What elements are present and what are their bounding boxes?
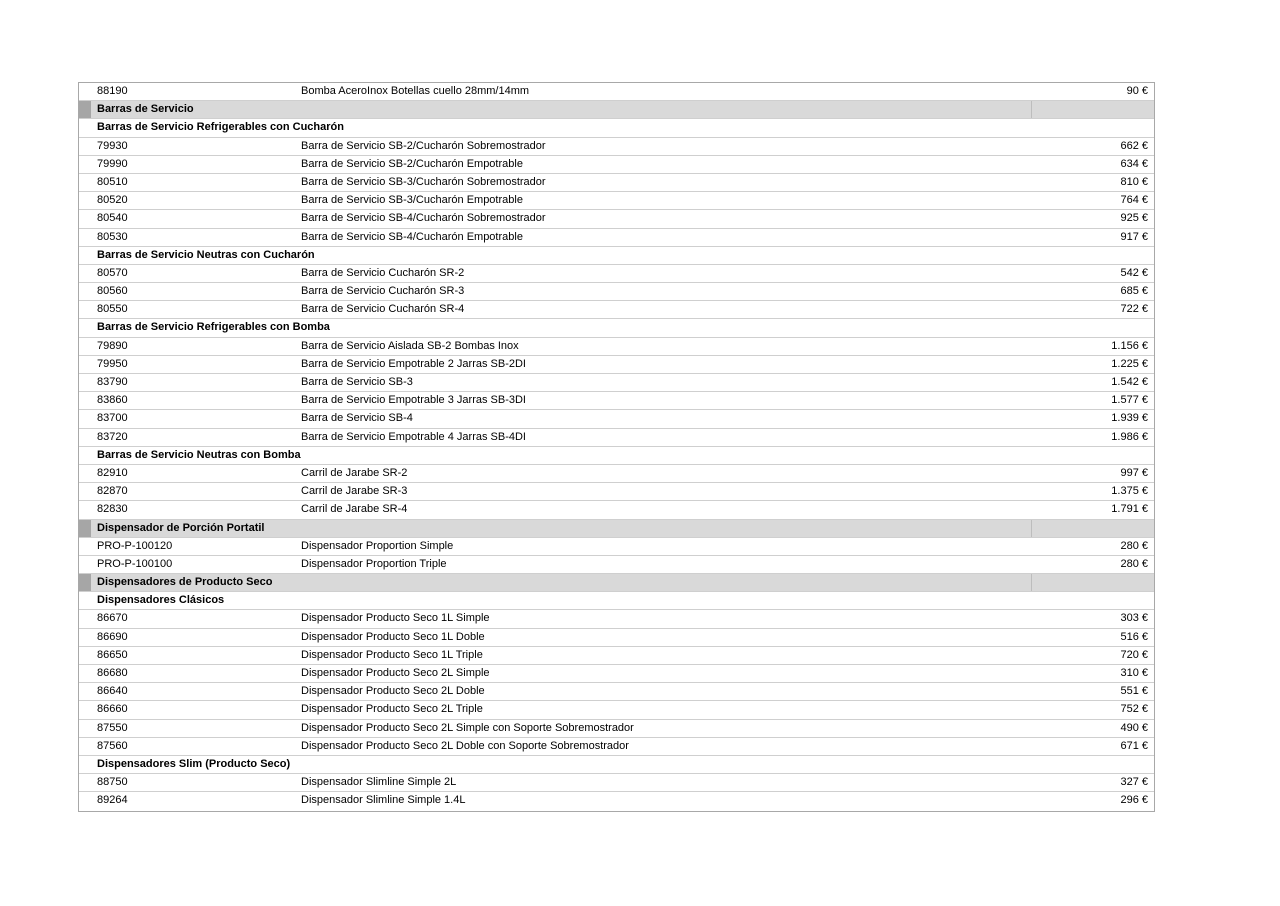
row-gutter [79,374,91,391]
product-description: Dispensador Producto Seco 2L Simple con Soporte Sobremostrador [301,721,634,734]
section-title: Dispensador de Porción Portatil [97,521,265,534]
row-gutter [79,447,91,464]
table-row [79,210,1154,228]
product-code: 83720 [97,430,128,443]
subsection-header-row [79,592,1154,610]
product-code: 82870 [97,485,128,498]
product-price: 997 € [1120,466,1148,479]
product-description: Barra de Servicio Empotrable 3 Jarras SB-3DI [301,394,526,407]
table-row [79,665,1154,683]
price-list-table [78,82,1155,812]
table-row [79,720,1154,738]
row-gutter [79,156,91,173]
table-row [79,501,1154,519]
product-description: Dispensador Proportion Triple [301,557,447,570]
row-gutter [79,174,91,191]
table-row [79,174,1154,192]
product-code: 86670 [97,612,128,625]
table-row [79,556,1154,574]
row-gutter [79,756,91,773]
product-code: 83860 [97,394,128,407]
product-code: 88190 [97,85,128,97]
product-price: 1.939 € [1111,412,1148,425]
product-description: Carril de Jarabe SR-2 [301,466,408,479]
product-code: 82910 [97,466,128,479]
row-gutter [79,210,91,227]
table-row [79,156,1154,174]
row-gutter [79,774,91,791]
product-price: 1.986 € [1111,430,1148,443]
product-description: Dispensador Producto Seco 1L Triple [301,648,483,661]
row-gutter [79,556,91,573]
product-price: 542 € [1120,266,1148,279]
table-row [79,265,1154,283]
product-code: 79950 [97,357,128,370]
section-title: Barras de Servicio [97,103,194,116]
table-row [79,738,1154,756]
product-code: 79930 [97,139,128,152]
product-price: 516 € [1120,630,1148,643]
product-code: 86650 [97,648,128,661]
product-price: 810 € [1120,175,1148,188]
product-description: Barra de Servicio SB-2/Cucharón Sobremostrador [301,139,546,152]
subsection-header-row [79,247,1154,265]
product-description: Carril de Jarabe SR-4 [301,503,408,516]
product-description: Barra de Servicio Empotrable 2 Jarras SB-2DI [301,357,526,370]
product-description: Dispensador Slimline Simple 2L [301,776,457,789]
row-gutter [79,683,91,700]
table-row [79,138,1154,156]
product-code: 86690 [97,630,128,643]
section-price-cell [1031,574,1154,591]
row-gutter [79,192,91,209]
table-row [79,356,1154,374]
table-row [79,192,1154,210]
product-price: 1.791 € [1111,503,1148,516]
table-row [79,774,1154,792]
row-gutter [79,429,91,446]
subsection-title: Barras de Servicio Neutras con Cucharón [97,248,315,261]
product-price: 685 € [1120,285,1148,298]
product-code: 89264 [97,794,128,807]
product-price: 764 € [1120,194,1148,207]
product-price: 90 € [1126,85,1148,97]
product-description: Dispensador Producto Seco 2L Simple [301,667,490,679]
product-price: 1.542 € [1111,376,1148,388]
row-gutter [79,520,91,537]
row-gutter [79,574,91,591]
product-price: 303 € [1120,612,1148,625]
table-row [79,338,1154,356]
section-header-row [79,520,1154,538]
product-code: 79990 [97,157,128,170]
row-gutter [79,592,91,609]
product-code: 80570 [97,266,128,279]
table-row [79,483,1154,501]
row-gutter [79,647,91,664]
product-price: 722 € [1120,303,1148,316]
product-code: 87560 [97,739,128,752]
product-code: 86660 [97,703,128,716]
product-description: Barra de Servicio Aislada SB-2 Bombas Inox [301,339,519,352]
row-gutter [79,319,91,336]
product-code: 80530 [97,230,128,243]
table-row [79,701,1154,719]
section-header-row [79,574,1154,592]
product-description: Barra de Servicio Cucharón SR-4 [301,303,465,316]
product-description: Dispensador Proportion Simple [301,539,454,552]
table-row [79,610,1154,628]
row-gutter [79,483,91,500]
product-code: 80510 [97,175,128,188]
product-description: Dispensador Producto Seco 1L Simple [301,612,490,625]
row-gutter [79,629,91,646]
row-gutter [79,410,91,427]
product-description: Dispensador Producto Seco 2L Doble [301,685,485,698]
row-gutter [79,138,91,155]
subsection-title: Barras de Servicio Refrigerables con Bomba [97,321,330,334]
product-price: 280 € [1120,539,1148,552]
product-description: Dispensador Producto Seco 2L Triple [301,703,483,716]
product-description: Barra de Servicio SB-3 [301,376,413,388]
row-gutter [79,356,91,373]
table-row [79,229,1154,247]
table-row [79,647,1154,665]
table-row [79,392,1154,410]
product-code: PRO-P-100100 [97,557,173,570]
row-gutter [79,265,91,282]
product-code: 83790 [97,376,128,388]
product-code: 80520 [97,194,128,207]
row-gutter [79,538,91,555]
subsection-title: Barras de Servicio Neutras con Bomba [97,448,301,461]
row-gutter [79,720,91,737]
product-code: 82830 [97,503,128,516]
row-gutter [79,283,91,300]
product-description: Barra de Servicio Empotrable 4 Jarras SB-4DI [301,430,526,443]
table-row [79,374,1154,392]
product-description: Carril de Jarabe SR-3 [301,485,408,498]
section-title: Dispensadores de Producto Seco [97,576,273,589]
subsection-header-row [79,319,1154,337]
product-price: 752 € [1120,703,1148,716]
row-gutter [79,701,91,718]
product-description: Bomba AceroInox Botellas cuello 28mm/14mm [301,85,530,97]
product-price: 296 € [1120,794,1148,807]
product-price: 720 € [1120,648,1148,661]
product-price: 1.225 € [1111,357,1148,370]
section-header-row [79,101,1154,119]
product-code: PRO-P-100120 [97,539,173,552]
table-row [79,538,1154,556]
product-description: Barra de Servicio SB-3/Cucharón Empotrable [301,194,523,207]
product-price: 1.577 € [1111,394,1148,407]
product-description: Barra de Servicio SB-2/Cucharón Empotrable [301,157,523,170]
product-price: 925 € [1120,212,1148,225]
row-gutter [79,738,91,755]
row-gutter [79,338,91,355]
product-description: Barra de Servicio SB-4 [301,412,413,425]
product-description: Dispensador Producto Seco 1L Doble [301,630,485,643]
product-description: Barra de Servicio SB-3/Cucharón Sobremostrador [301,175,546,188]
section-price-cell [1031,520,1154,537]
row-gutter [79,665,91,682]
row-gutter [79,247,91,264]
row-gutter [79,465,91,482]
subsection-header-row [79,756,1154,774]
table-row [79,629,1154,647]
product-code: 86680 [97,667,128,679]
product-code: 88750 [97,776,128,789]
product-price: 490 € [1120,721,1148,734]
product-code: 80550 [97,303,128,316]
product-code: 79890 [97,339,128,352]
subsection-header-row [79,447,1154,465]
product-price: 1.375 € [1111,485,1148,498]
table-row [79,283,1154,301]
product-description: Barra de Servicio Cucharón SR-2 [301,266,465,279]
product-price: 1.156 € [1111,339,1148,352]
row-gutter [79,301,91,318]
subsection-header-row [79,119,1154,137]
product-price: 634 € [1120,157,1148,170]
row-gutter [79,792,91,810]
product-code: 83700 [97,412,128,425]
product-price: 327 € [1120,776,1148,789]
product-price: 917 € [1120,230,1148,243]
row-gutter [79,83,91,100]
row-gutter [79,392,91,409]
section-price-cell [1031,101,1154,118]
product-description: Dispensador Slimline Simple 1.4L [301,794,466,807]
table-row [79,683,1154,701]
table-row [79,83,1154,101]
product-description: Barra de Servicio Cucharón SR-3 [301,285,465,298]
product-description: Dispensador Producto Seco 2L Doble con Soporte Sobremostrador [301,739,629,752]
table-row [79,301,1154,319]
row-gutter [79,119,91,136]
row-gutter [79,610,91,627]
row-gutter [79,229,91,246]
product-price: 671 € [1120,739,1148,752]
subsection-title: Dispensadores Slim (Producto Seco) [97,757,291,770]
product-description: Barra de Servicio SB-4/Cucharón Empotrable [301,230,523,243]
product-code: 86640 [97,685,128,698]
table-row [79,410,1154,428]
product-price: 280 € [1120,557,1148,570]
product-description: Barra de Servicio SB-4/Cucharón Sobremostrador [301,212,546,225]
table-row [79,792,1154,810]
row-gutter [79,501,91,518]
table-row [79,465,1154,483]
product-price: 551 € [1120,685,1148,698]
subsection-title: Dispensadores Clásicos [97,594,225,607]
row-gutter [79,101,91,118]
product-code: 80540 [97,212,128,225]
product-code: 87550 [97,721,128,734]
product-price: 662 € [1120,139,1148,152]
product-code: 80560 [97,285,128,298]
product-price: 310 € [1120,667,1148,679]
table-row [79,429,1154,447]
subsection-title: Barras de Servicio Refrigerables con Cucharón [97,121,344,134]
